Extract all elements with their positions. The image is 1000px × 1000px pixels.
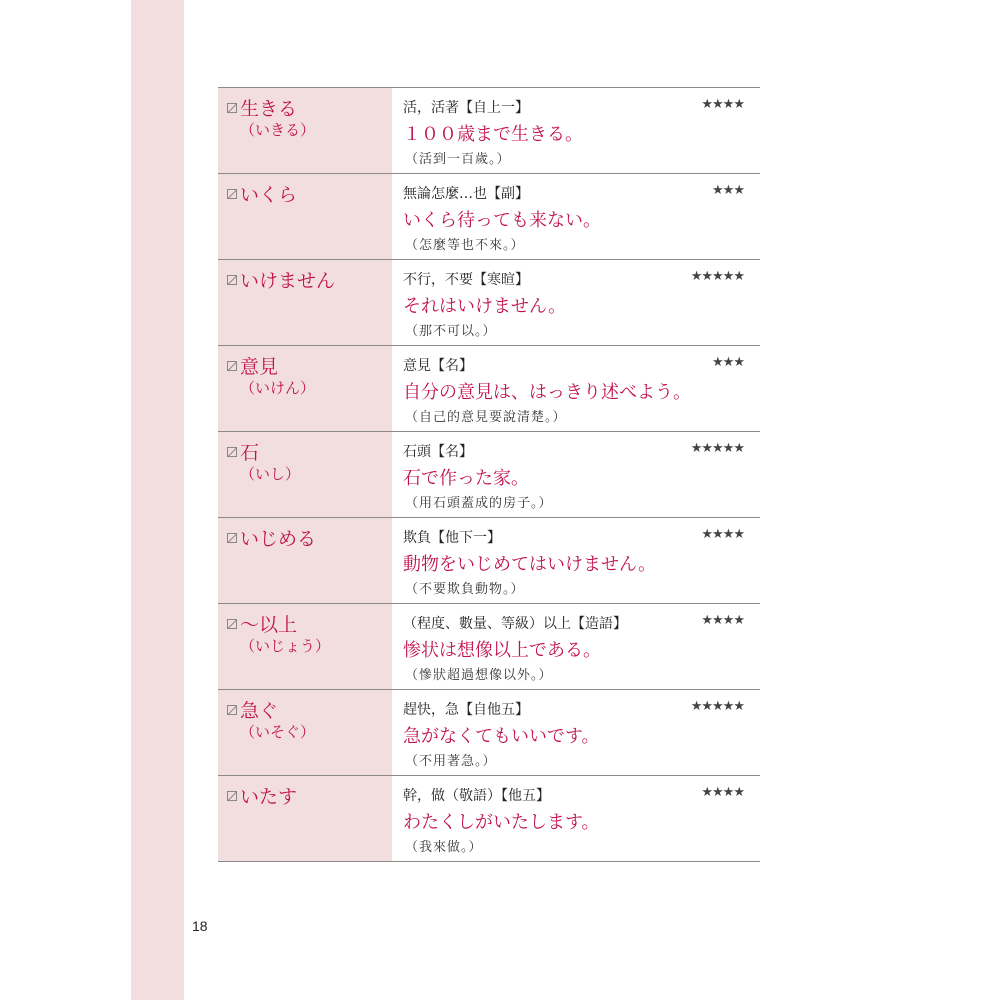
detail-cell bbox=[392, 88, 760, 173]
meaning-text: 石頭【名】 bbox=[403, 444, 473, 460]
meaning-text: 不行，不要【寒暄】 bbox=[403, 272, 529, 288]
detail-cell bbox=[392, 690, 760, 775]
term-word: 意見 bbox=[240, 356, 279, 378]
term-reading: （いけん） bbox=[240, 379, 316, 397]
checkbox-icon[interactable] bbox=[227, 619, 237, 629]
example-translation: （不用著急。） bbox=[405, 754, 497, 769]
term-line bbox=[227, 180, 297, 207]
vocab-entry bbox=[218, 346, 760, 432]
vocabulary-table bbox=[218, 87, 760, 862]
example-translation: （慘狀超過想像以外。） bbox=[405, 668, 553, 683]
term-cell bbox=[218, 346, 392, 431]
example-translation: （用石頭蓋成的房子。） bbox=[405, 496, 553, 511]
example-japanese: 急がなくてもいいです。 bbox=[403, 726, 600, 747]
example-japanese: それはいけません。 bbox=[403, 296, 567, 317]
example-translation: （那不可以。） bbox=[405, 324, 497, 339]
star-rating: ★★★ bbox=[712, 355, 744, 370]
term-line bbox=[227, 782, 297, 809]
meaning-text: 無論怎麼…也【副】 bbox=[403, 186, 529, 202]
term-reading: （いじょう） bbox=[240, 637, 331, 655]
meaning-text: 活，活著【自上一】 bbox=[403, 100, 529, 116]
example-japanese: １００歳まで生きる。 bbox=[403, 124, 583, 145]
term-cell bbox=[218, 432, 392, 517]
term-cell bbox=[218, 260, 392, 345]
detail-cell bbox=[392, 518, 760, 603]
star-rating: ★★★★ bbox=[701, 785, 744, 800]
detail-cell bbox=[392, 174, 760, 259]
term-reading: （いそぐ） bbox=[240, 723, 316, 741]
detail-cell bbox=[392, 776, 760, 861]
term-line bbox=[227, 524, 316, 551]
term-line bbox=[227, 438, 259, 465]
page-number: 18 bbox=[192, 918, 208, 934]
vocab-entry bbox=[218, 776, 760, 862]
term-word: 急ぐ bbox=[240, 700, 279, 722]
star-rating: ★★★★ bbox=[701, 613, 744, 628]
star-rating: ★★★★ bbox=[701, 97, 744, 112]
term-cell bbox=[218, 518, 392, 603]
example-japanese: 石で作った家。 bbox=[403, 468, 529, 489]
term-cell bbox=[218, 690, 392, 775]
checkbox-icon[interactable] bbox=[227, 447, 237, 457]
term-line bbox=[227, 94, 297, 121]
vocab-entry bbox=[218, 432, 760, 518]
example-translation: （活到一百歲。） bbox=[405, 152, 511, 167]
vocab-entry bbox=[218, 260, 760, 346]
term-line bbox=[227, 696, 278, 723]
term-cell bbox=[218, 776, 392, 861]
vocab-entry bbox=[218, 604, 760, 690]
term-word: いたす bbox=[240, 786, 298, 808]
checkbox-icon[interactable] bbox=[227, 533, 237, 543]
term-cell bbox=[218, 88, 392, 173]
detail-cell bbox=[392, 604, 760, 689]
term-reading: （いし） bbox=[240, 465, 301, 483]
meaning-text: 欺負【他下一】 bbox=[403, 530, 501, 546]
term-word: 石 bbox=[240, 442, 260, 464]
checkbox-icon[interactable] bbox=[227, 189, 237, 199]
meaning-text: （程度、數量、等級）以上【造語】 bbox=[403, 616, 627, 632]
star-rating: ★★★ bbox=[712, 183, 744, 198]
term-word: いけません bbox=[240, 270, 336, 292]
checkbox-icon[interactable] bbox=[227, 791, 237, 801]
detail-cell bbox=[392, 432, 760, 517]
term-line bbox=[227, 610, 297, 637]
meaning-text: 趕快，急【自他五】 bbox=[403, 702, 529, 718]
example-japanese: いくら待っても来ない。 bbox=[403, 210, 601, 231]
term-word: ～以上 bbox=[240, 614, 298, 636]
example-translation: （不要欺負動物。） bbox=[405, 582, 525, 597]
example-translation: （怎麼等也不來。） bbox=[405, 238, 525, 253]
page-side-strip bbox=[131, 0, 184, 1000]
detail-cell bbox=[392, 346, 760, 431]
vocab-entry bbox=[218, 88, 760, 174]
term-word: いじめる bbox=[240, 528, 317, 550]
star-rating: ★★★★ bbox=[701, 527, 744, 542]
star-rating: ★★★★★ bbox=[690, 699, 744, 714]
star-rating: ★★★★★ bbox=[690, 269, 744, 284]
meaning-text: 意見【名】 bbox=[403, 358, 473, 374]
detail-cell bbox=[392, 260, 760, 345]
term-cell bbox=[218, 604, 392, 689]
example-japanese: 自分の意見は、はっきり述べよう。 bbox=[403, 382, 691, 403]
star-rating: ★★★★★ bbox=[690, 441, 744, 456]
term-reading: （いきる） bbox=[240, 121, 316, 139]
example-japanese: 惨状は想像以上である。 bbox=[403, 640, 601, 661]
term-line bbox=[227, 352, 278, 379]
term-cell bbox=[218, 174, 392, 259]
checkbox-icon[interactable] bbox=[227, 361, 237, 371]
meaning-text: 幹，做（敬語）【他五】 bbox=[403, 788, 550, 804]
term-word: 生きる bbox=[240, 98, 298, 120]
checkbox-icon[interactable] bbox=[227, 275, 237, 285]
vocab-entry bbox=[218, 174, 760, 260]
term-word: いくら bbox=[240, 184, 298, 206]
example-translation: （我來做。） bbox=[405, 840, 483, 855]
checkbox-icon[interactable] bbox=[227, 705, 237, 715]
example-translation: （自己的意見要說清楚。） bbox=[405, 410, 567, 425]
vocab-entry bbox=[218, 518, 760, 604]
vocab-entry bbox=[218, 690, 760, 776]
example-japanese: 動物をいじめてはいけません。 bbox=[403, 554, 657, 575]
example-japanese: わたくしがいたします。 bbox=[403, 812, 600, 833]
checkbox-icon[interactable] bbox=[227, 103, 237, 113]
term-line bbox=[227, 266, 335, 293]
